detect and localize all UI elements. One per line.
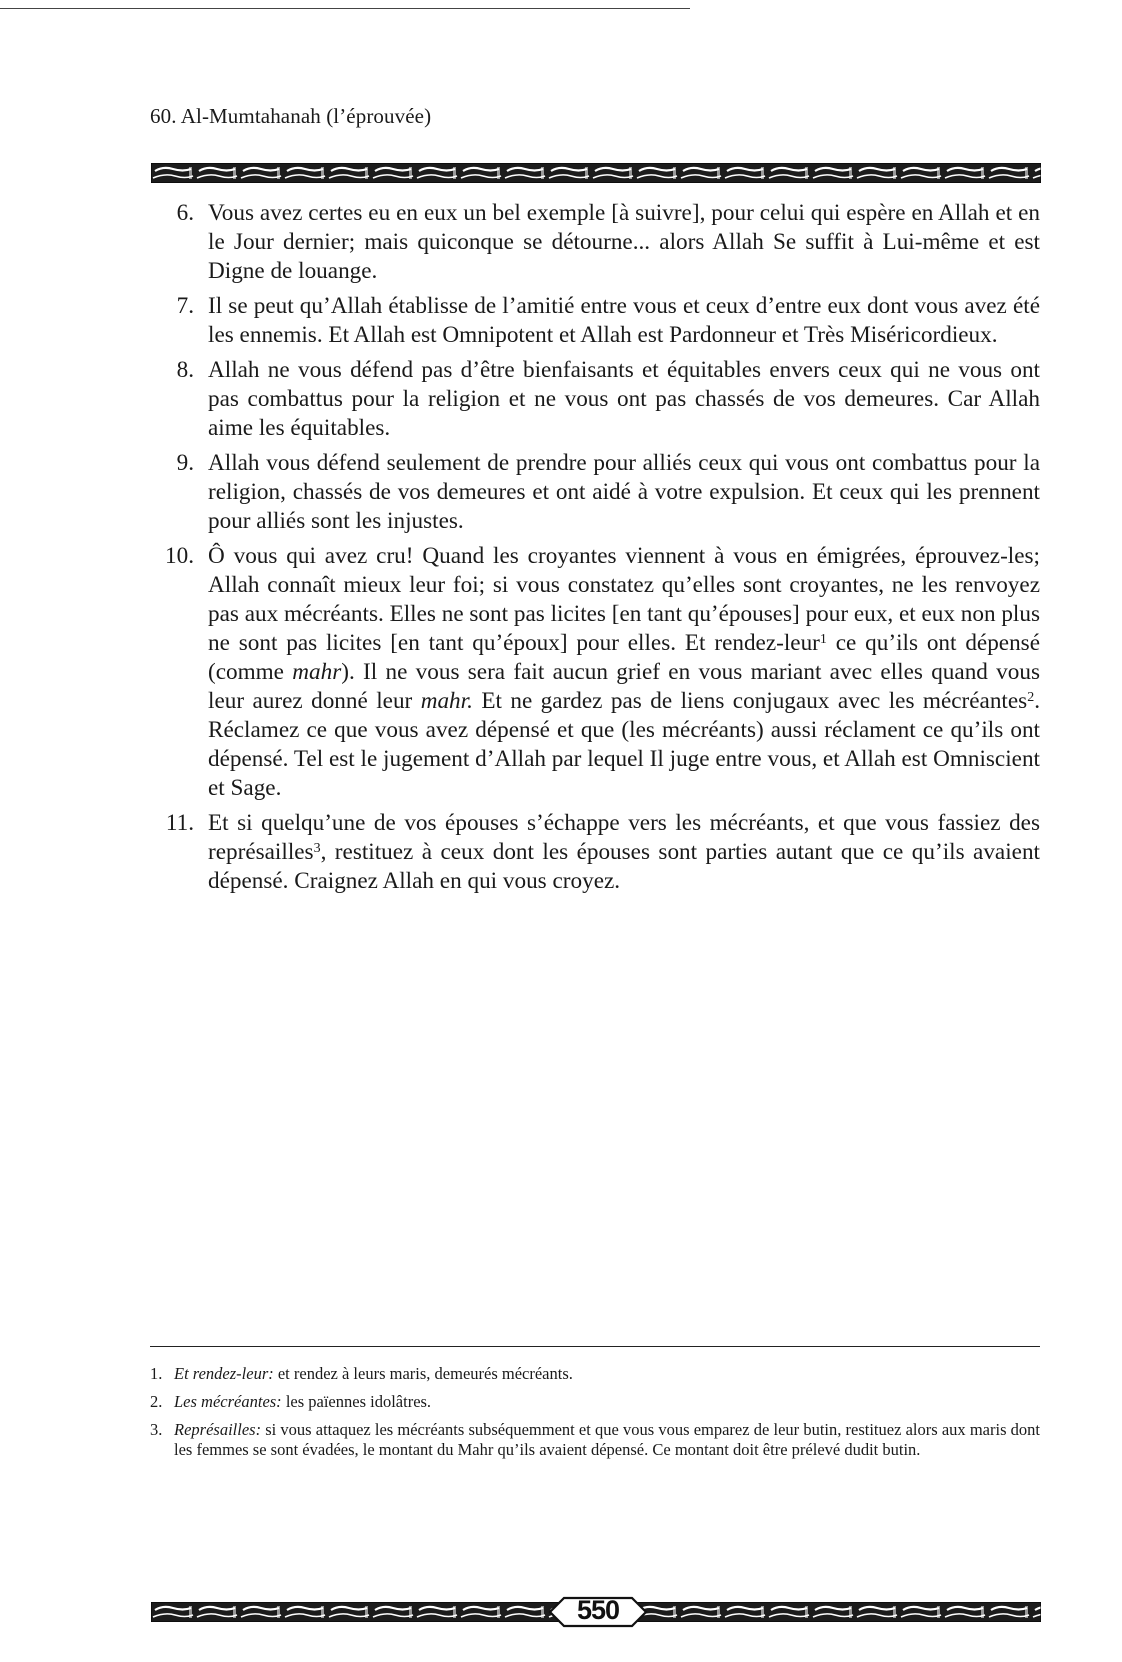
footnote-ref-2: 2 bbox=[1027, 690, 1035, 705]
verse-text-part: . Réclamez ce que vous avez dépensé et que (les mécréants) aussi réclament ce qu’ils ont dépensé. Tel est le jugement d’Allah par lequel Il juge entre vous, et Allah est Omniscient et Sage. bbox=[208, 688, 1040, 801]
footnote-text: et rendez à leurs maris, demeurés mécréants. bbox=[273, 1364, 573, 1383]
verse-italic-term: mahr. bbox=[420, 688, 473, 714]
verse-text bbox=[208, 810, 1040, 894]
verse-italic-term: mahr bbox=[292, 659, 342, 685]
page-number-cartouche bbox=[548, 1594, 648, 1630]
verse-text: Allah ne vous défend pas d’être bienfaisants et équitables envers ceux qui ne vous ont pas combattus pour la religion et ne vous ont pas chassés de vos demeures. Car Allah aime les équitables. bbox=[208, 357, 1040, 441]
footnote-term: Représailles: bbox=[174, 1420, 262, 1439]
footnote-text: si vous attaquez les mécréants subséquemment et que vous vous emparez de leur butin, restituez alors aux maris dont les femmes se sont évadées, le montant du Mahr qu’ils avaient dépensé. Ce montant doit être prélevé dudit butin. bbox=[174, 1420, 1040, 1459]
verse-number: 11. bbox=[165, 810, 194, 836]
verse-text-part: ). Il ne vous sera fait aucun grief en vous mariant avec elles quand vous leur aurez donné leur bbox=[208, 659, 1040, 714]
verse-text-part: , restituez à ceux dont les épouses sont parties autant que ce qu’ils avaient dépensé. Craignez Allah en qui vous croyez. bbox=[208, 839, 1040, 894]
footnotes-block bbox=[150, 1364, 1040, 1468]
verse bbox=[150, 809, 1040, 896]
verse bbox=[150, 542, 1040, 803]
footnote-term: Les mécréantes: bbox=[174, 1392, 282, 1411]
decorative-band-top bbox=[151, 163, 1041, 183]
page-number: 550 bbox=[576, 1595, 620, 1625]
verse bbox=[150, 356, 1040, 443]
verse-text-part: Et si quelqu’une de vos épouses s’échappe vers les mécréants, et que vous fassiez des représailles bbox=[208, 810, 1040, 865]
footnote-number: 2. bbox=[150, 1392, 163, 1411]
verse-number: 10. bbox=[165, 543, 194, 569]
verse bbox=[150, 292, 1040, 350]
verse-text: Allah vous défend seulement de prendre pour alliés ceux qui vous ont combattus pour la religion, chassés de vos demeures et ont aidé à votre expulsion. Et ceux qui les prennent pour alliés sont les injustes. bbox=[208, 450, 1040, 534]
footnote-ref-1: 1 bbox=[819, 632, 827, 647]
footnote-number: 1. bbox=[150, 1364, 163, 1383]
footnote-divider bbox=[150, 1346, 1040, 1347]
verses-block bbox=[150, 199, 1040, 902]
page-header: 60. Al-Mumtahanah (l’éprouvée) bbox=[150, 104, 432, 128]
verse-number: 6. bbox=[176, 200, 194, 226]
verse-number: 7. bbox=[176, 293, 194, 319]
footnote bbox=[150, 1364, 1040, 1384]
verse-number: 9. bbox=[176, 450, 194, 476]
footnote bbox=[150, 1420, 1040, 1460]
footnote bbox=[150, 1392, 1040, 1412]
top-edge-line bbox=[0, 8, 690, 9]
footnote-text: les païennes idolâtres. bbox=[281, 1392, 432, 1411]
verse bbox=[150, 199, 1040, 286]
footnote-number: 3. bbox=[150, 1420, 163, 1439]
verse-text-part: Ô vous qui avez cru! Quand les croyantes viennent à vous en émigrées, éprouvez-les; Allah connaît mieux leur foi; si vous constatez qu’elles sont croyantes, ne les renvoyez pas aux mécréants. Elles ne sont pas licites [en tant qu’épouses] pour eux, et eux non plus ne sont pas licites [en tant qu’époux] pour elles. Et rendez-leur bbox=[208, 543, 1040, 656]
verse-text bbox=[208, 543, 1040, 801]
verse-text: Il se peut qu’Allah établisse de l’amitié entre vous et ceux d’entre eux dont vous avez été les ennemis. Et Allah est Omnipotent et Allah est Pardonneur et Très Miséricordieux. bbox=[208, 293, 1040, 348]
footnote-ref-3: 3 bbox=[313, 841, 321, 856]
verse bbox=[150, 449, 1040, 536]
verse-text-part: ce qu’ils ont dépensé (comme bbox=[208, 630, 1040, 685]
verse-number: 8. bbox=[176, 357, 194, 383]
footnote-term: Et rendez-leur: bbox=[174, 1364, 274, 1383]
verse-text: Vous avez certes eu en eux un bel exemple [à suivre], pour celui qui espère en Allah et en le Jour dernier; mais quiconque se détourne... alors Allah Se suffit à Lui-même et est Digne de louange. bbox=[208, 200, 1040, 284]
verse-text-part: Et ne gardez pas de liens conjugaux avec les mécréantes bbox=[472, 688, 1028, 714]
